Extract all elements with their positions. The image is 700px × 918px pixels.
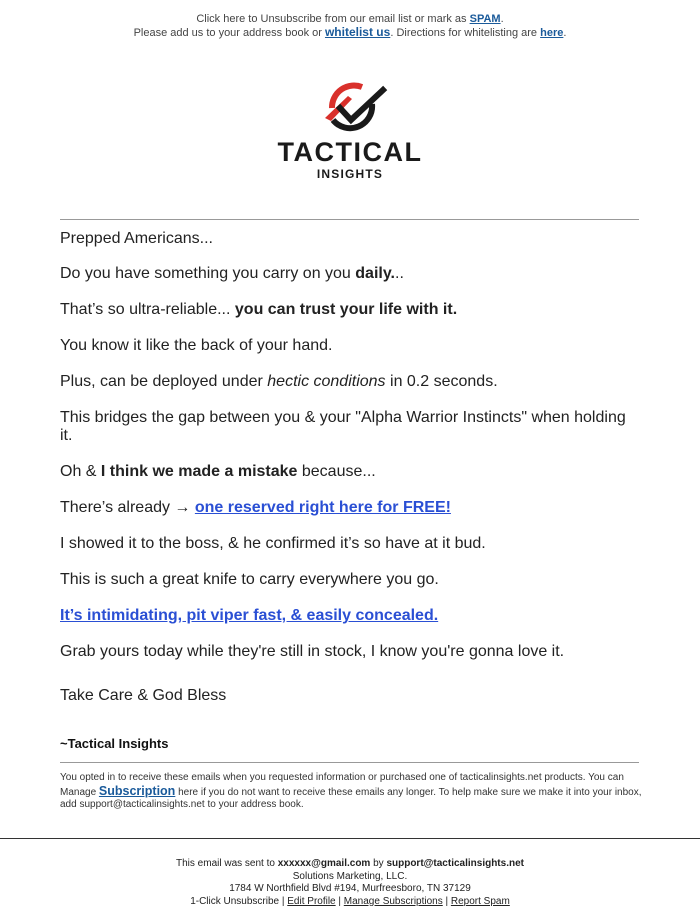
unsubscribe-line: Click here to Unsubscribe from our email list or mark as SPAM. <box>196 13 504 25</box>
whitelist-line: Please add us to your address book or whitelist us. Directions for whitelisting are here. <box>133 25 567 39</box>
footer <box>0 858 700 908</box>
greeting: Prepped Americans... <box>60 230 213 247</box>
edit-profile-link[interactable]: Edit Profile <box>287 895 336 907</box>
whitelist-link[interactable]: whitelist us <box>324 25 391 39</box>
free-offer-link[interactable]: one reserved right here for FREE! <box>194 499 451 516</box>
sent-to-line: This email was sent to xxxxxx@gmail.com by support@tacticalinsights.net <box>176 858 524 869</box>
footer-links: 1-Click Unsubscribe | Edit Profile | Manage Subscriptions | Report Spam <box>190 895 510 907</box>
footer-divider <box>0 838 700 839</box>
target-check-icon <box>262 78 438 138</box>
directions-text: Directions for whitelisting are <box>396 27 538 39</box>
sender-email: support@tacticalinsights.net <box>386 858 524 869</box>
paragraph-daily: Do you have something you carry on you daily... <box>60 265 404 282</box>
logo-title: TACTICAL <box>277 137 423 167</box>
logo-subtitle: INSIGHTS <box>316 167 384 181</box>
recipient-email: xxxxxx@gmail.com <box>277 858 371 869</box>
paragraph-reliable: That’s so ultra-reliable... you can trust your life with it. <box>60 301 458 318</box>
manage-subscriptions-link[interactable]: Manage Subscriptions <box>343 895 443 907</box>
paragraph-knife: This is such a great knife to carry everywhere you go. <box>60 571 439 588</box>
optin-notice: You opted in to receive these emails when you requested information or purchased one of tacticalinsights.net products. You can Manage Subscription here if you do not want to receive these emails any longer. To help make sure we make it into your inbox, add support@tacticalinsights.net to your address book. <box>60 772 642 810</box>
one-click-unsubscribe[interactable]: 1-Click Unsubscribe <box>190 895 280 907</box>
manage-subscription-link[interactable]: Subscription <box>98 783 176 798</box>
company-name: Solutions Marketing, LLC. <box>292 870 408 882</box>
paragraph-mistake: Oh & I think we made a mistake because... <box>60 463 376 480</box>
paragraph-deployed: Plus, can be deployed under hectic conditions in 0.2 seconds. <box>60 373 498 390</box>
header-divider <box>60 219 639 220</box>
report-spam-link[interactable]: Report Spam <box>450 895 510 907</box>
spam-link[interactable]: SPAM <box>469 13 501 25</box>
paragraph-know: You know it like the back of your hand. <box>60 337 333 354</box>
top-notice <box>0 13 700 40</box>
here-link[interactable]: here <box>540 27 564 39</box>
paragraph-boss: I showed it to the boss, & he confirmed it’s so have at it bud. <box>60 535 486 552</box>
paragraph-grab: Grab yours today while they're still in stock, I know you're gonna love it. <box>60 643 565 660</box>
whitelist-text: Please add us to your address book or <box>133 27 322 39</box>
paragraph-reserved: There’s already → one reserved right here for FREE! <box>60 499 451 516</box>
tactical-insights-logo <box>262 78 438 183</box>
sign-off: Take Care & God Bless <box>60 687 227 704</box>
paragraph-link <box>60 607 640 625</box>
unsubscribe-text[interactable]: Click here to Unsubscribe from our email list or mark as <box>196 13 467 25</box>
company-address: 1784 W Northfield Blvd #194, Murfreesboro, TN 37129 <box>229 883 471 894</box>
signature-divider <box>60 762 639 763</box>
concealed-offer-link[interactable]: It’s intimidating, pit viper fast, & easily concealed. <box>60 607 439 624</box>
signature: ~Tactical Insights <box>60 736 169 751</box>
paragraph-bridges: This bridges the gap between you & your "Alpha Warrior Instincts" when holding it. <box>60 409 626 444</box>
